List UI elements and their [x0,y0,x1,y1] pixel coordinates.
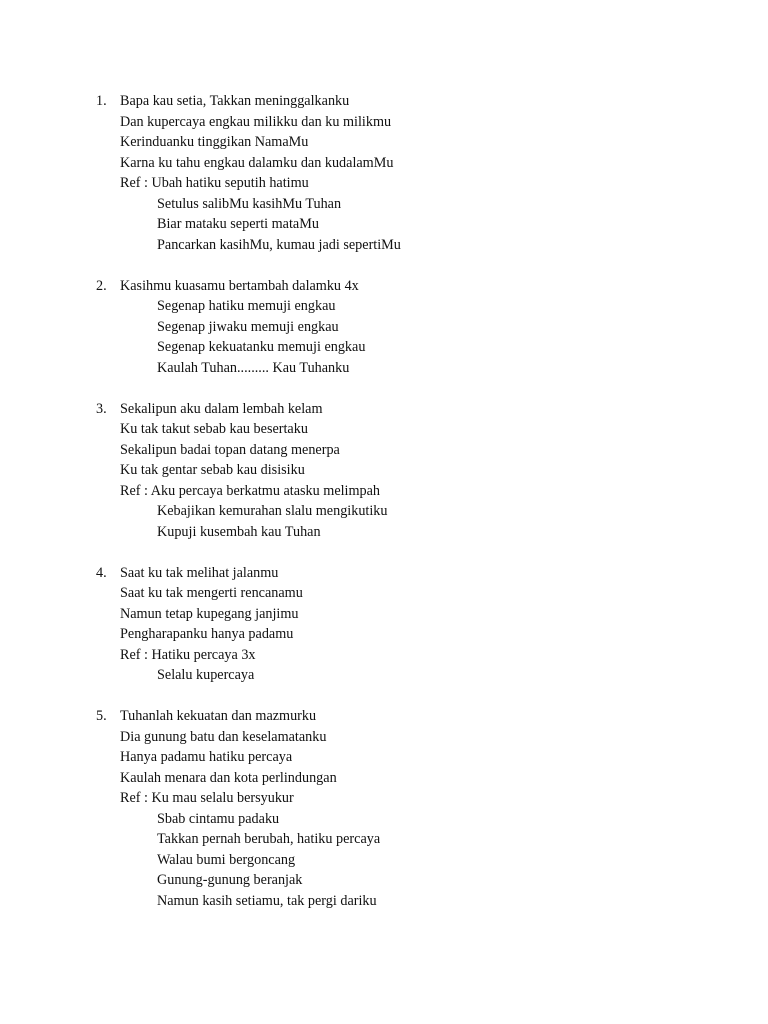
song-line-text: Pancarkan kasihMu, kumau jadi sepertiMu [157,236,401,253]
song-line [96,276,716,297]
song-line [96,768,716,789]
song-line-text: Kaulah menara dan kota perlindungan [120,769,337,786]
song-line-text: Namun tetap kupegang janjimu [120,605,299,622]
song-number: 3. [96,400,107,417]
song-item [96,399,716,543]
song-line-text: Hanya padamu hatiku percaya [120,749,293,765]
song-line-indented [96,870,716,891]
song-line [96,706,716,727]
song-line-text: Kaulah Tuhan......... Kau Tuhanku [157,359,350,376]
song-line-text: Kebajikan kemurahan slalu mengikutiku [157,503,388,519]
song-line-text: Ku tak takut sebab kau besertaku [120,421,308,437]
song-number: 4. [96,564,107,581]
song-line [96,153,716,174]
song-line-indented [96,829,716,850]
song-line-text: Sbab cintamu padaku [157,810,280,827]
song-line [96,788,716,809]
song-line-text: Setulus salibMu kasihMu Tuhan [157,195,342,212]
song-line-text: Sekalipun badai topan datang menerpa [120,441,340,458]
song-line-indented [96,501,716,522]
song-line-text: Saat ku tak mengerti rencanamu [120,585,303,601]
song-line-text: Biar mataku seperti mataMu [157,216,319,232]
song-line-indented [96,665,716,686]
song-line [96,624,716,645]
song-item [96,91,716,255]
song-line [96,173,716,194]
song-line-text: Walau bumi bergoncang [157,851,296,868]
song-line-text: Dia gunung batu dan keselamatanku [120,728,327,745]
song-line-text: Selalu kupercaya [157,667,255,683]
song-line-text: Sekalipun aku dalam lembah kelam [120,400,323,417]
song-line-text: Kerinduanku tinggikan NamaMu [120,134,309,150]
song-line-indented [96,358,716,379]
song-line [96,645,716,666]
song-line-indented [96,235,716,256]
song-number: 5. [96,708,107,724]
song-line-indented [96,891,716,912]
song-line [96,440,716,461]
song-line-indented [96,809,716,830]
song-line-text: Segenap jiwaku memuji engkau [157,318,339,335]
song-item [96,706,716,911]
song-line-text: Ref : Aku percaya berkatmu atasku melimpah [120,482,381,499]
song-line-text: Segenap hatiku memuji engkau [157,298,336,314]
song-line-text: Namun kasih setiamu, tak pergi dariku [157,892,377,909]
song-line [96,481,716,502]
song-line [96,91,716,112]
song-line-text: Takkan pernah berubah, hatiku percaya [157,831,381,847]
song-line-text: Ref : Ubah hatiku seputih hatimu [120,175,309,191]
song-line [96,460,716,481]
song-line-indented [96,337,716,358]
song-line-text: Gunung-gunung beranjak [157,872,303,888]
song-line-indented [96,194,716,215]
song-line-indented [96,214,716,235]
song-line [96,583,716,604]
song-line-text: Segenap kekuatanku memuji engkau [157,339,366,355]
song-number: 1. [96,93,107,109]
song-line-text: Saat ku tak melihat jalanmu [120,564,279,581]
song-line-text: Bapa kau setia, Takkan meninggalkanku [120,93,350,109]
song-line-text: Tuhanlah kekuatan dan mazmurku [120,708,317,724]
song-line-text: Kasihmu kuasamu bertambah dalamku 4x [120,277,359,294]
song-line-indented [96,522,716,543]
song-line [96,399,716,420]
song-line-indented [96,296,716,317]
song-line [96,604,716,625]
song-line-indented [96,317,716,338]
song-line [96,419,716,440]
song-line [96,563,716,584]
song-list [96,91,716,932]
song-line-text: Ku tak gentar sebab kau disisiku [120,462,305,478]
song-line-text: Dan kupercaya engkau milikku dan ku milikmu [120,113,392,130]
song-number: 2. [96,277,107,294]
song-line [96,132,716,153]
song-line-text: Kupuji kusembah kau Tuhan [157,523,321,540]
song-line [96,112,716,133]
song-line-text: Ref : Hatiku percaya 3x [120,646,256,663]
song-line [96,727,716,748]
song-item [96,563,716,686]
song-line-text: Pengharapanku hanya padamu [120,626,294,642]
song-line-text: Ref : Ku mau selalu bersyukur [120,790,294,806]
song-line-indented [96,850,716,871]
song-line-text: Karna ku tahu engkau dalamku dan kudalamMu [120,154,394,171]
song-item [96,276,716,379]
song-line [96,747,716,768]
